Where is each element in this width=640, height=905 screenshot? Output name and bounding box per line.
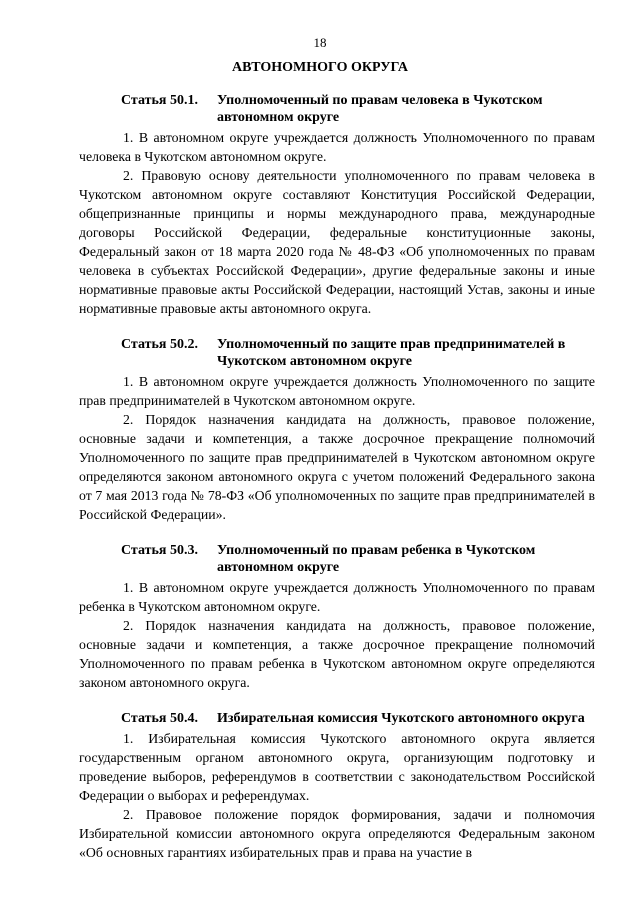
article-heading [79,336,595,370]
article-title: Избирательная комиссия Чукотского автономного округа [217,711,585,726]
paragraph: 1. В автономном округе учреждается должность Уполномоченного по правам ребенка в Чукотском автономном округе. [79,580,595,614]
article-50-3 [79,542,595,692]
paragraph: 2. Порядок назначения кандидата на должность, правовое положение, основные задачи и компетенция, а также досрочное прекращение полномочий Уполномоченного по правам ребенка в Чукотском автономном округе определяются законом автономного округа. [79,618,595,690]
article-50-2 [79,336,595,524]
article-number: Статья 50.3. [121,543,198,558]
article-heading [79,92,595,126]
paragraph: 1. В автономном округе учреждается должность Уполномоченного по правам человека в Чукотском автономном округе. [79,130,595,164]
article-50-4 [79,710,595,862]
paragraph: 1. В автономном округе учреждается должность Уполномоченного по защите прав предпринимателей в Чукотском автономном округе. [79,374,595,408]
article-heading [79,542,595,576]
article-title: Уполномоченный по правам ребенка в Чукотском автономном округе [217,543,536,575]
paragraph: 2. Правовое положение порядок формирования, задачи и полномочия Избирательной комиссии автономного округа определяются Федеральным законом «Об основных гарантиях избирательных прав и права на участие в [79,807,595,860]
article-50-1 [79,92,595,318]
article-number: Статья 50.1. [121,93,198,108]
document-body [79,92,595,862]
article-title: Уполномоченный по защите прав предпринимателей в Чукотском автономном округе [217,337,566,369]
article-number: Статья 50.4. [121,711,198,726]
running-title: АВТОНОМНОГО ОКРУГА [231,60,409,75]
paragraph: 2. Правовую основу деятельности уполномоченного по правам человека в Чукотском автономном округе составляют Конституция Российской Федерации, общепризнанные принципы и нормы международного права, международные договоры Российской Федерации, федеральные конституционные законы, Федеральный закон от 18 марта 2020 года № 48-ФЗ «Об уполномоченных по правам человека в субъектах Российской Федерации», другие федеральные законы и иные нормативные правовые акты Российской Федерации, настоящий Устав, законы и иные нормативные правовые акты автономного округа. [79,168,595,316]
article-heading [79,710,595,727]
paragraph: 1. Избирательная комиссия Чукотского автономного округа является государственным органом автономного округа, организующим подготовку и проведение выборов, референдумов в соответствии с законодательством Российской Федерации о выборах и референдумах. [79,731,595,803]
page-number: 18 [313,35,327,50]
paragraph: 2. Порядок назначения кандидата на должность, правовое положение, основные задачи и компетенция, а также досрочное прекращение полномочий Уполномоченного по защите прав предпринимателей в Чукотском автономном округе определяются законом автономного округа с учетом положений Федерального закона от 7 мая 2013 года № 78-ФЗ «Об уполномоченных по защите прав предпринимателей в Российской Федерации». [79,412,595,522]
article-number: Статья 50.2. [121,337,198,352]
article-title: Уполномоченный по правам человека в Чукотском автономном округе [217,93,543,125]
